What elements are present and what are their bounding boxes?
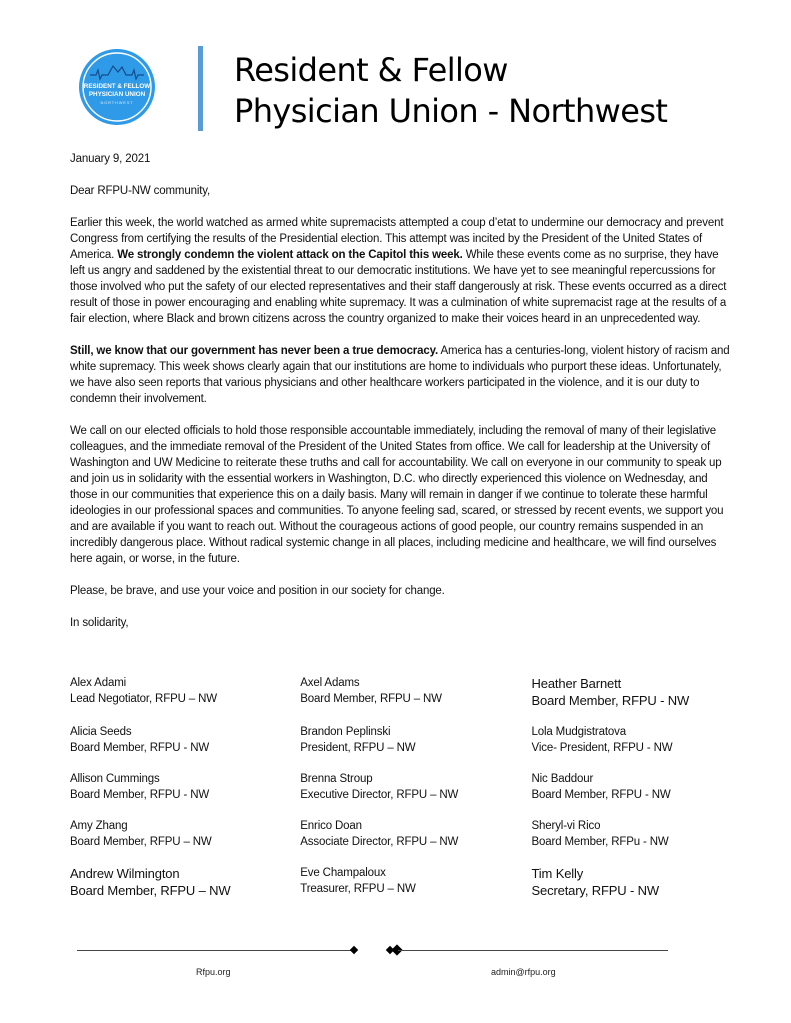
closing-line: Please, be brave, and use your voice and position in our society for change.	[70, 585, 445, 597]
letter-body	[70, 151, 730, 647]
heartbeat-mountain-icon	[78, 48, 156, 126]
signatory-title: Associate Director, RFPU – NW	[300, 836, 459, 848]
signatory	[300, 771, 531, 803]
signatory-title: Lead Negotiator, RFPU – NW	[70, 693, 217, 705]
signatory	[300, 865, 531, 899]
title-line-2: Physician Union - Northwest	[234, 92, 668, 130]
signatory-grid	[70, 675, 730, 914]
signatory-title: Board Member, RFPU – NW	[300, 693, 442, 705]
signatory-name: Alex Adami	[70, 677, 127, 689]
signatory-name: Andrew Wilmington	[70, 866, 180, 881]
signatory-title: Executive Director, RFPU – NW	[300, 789, 459, 801]
logo-text-line3: NORTHWEST	[100, 100, 134, 105]
logo-text-line2: PHYSICIAN UNION	[88, 91, 146, 98]
signatory	[532, 865, 731, 899]
signatory-title: Board Member, RFPU - NW	[531, 789, 671, 801]
signatory-name: Sheryl-vi Rico	[531, 820, 601, 832]
signatory-name: Enrico Doan	[300, 820, 362, 832]
signatory-row	[70, 818, 730, 850]
letter-salutation: Dear RFPU-NW community,	[70, 185, 211, 197]
signatory	[532, 818, 731, 850]
signatory-title: Treasurer, RFPU – NW	[300, 883, 416, 895]
paragraph-1-text-a: Earlier this week, the world watched as armed white supremacists attempted a coup d’etat to undermine our democracy and prevent Congress from certifying the results of the Presidential election. This attempt was incited by the President of the United States of America.	[70, 217, 724, 261]
signatory-name: Tim Kelly	[531, 866, 584, 881]
signatory-title: Board Member, RFPu - NW	[531, 836, 669, 848]
footer-email-link[interactable]: admin@rfpu.org	[491, 967, 556, 977]
footer-website-link[interactable]: Rfpu.org	[196, 967, 231, 977]
signatory	[70, 724, 300, 756]
signatory	[70, 675, 300, 709]
signatory-title: Board Member, RFPU – NW	[70, 883, 231, 898]
page-title	[234, 50, 667, 132]
signatory	[70, 771, 300, 803]
signatory-name: Brandon Peplinski	[300, 726, 391, 738]
signoff: In solidarity,	[70, 617, 129, 629]
signatory	[300, 724, 531, 756]
footer-divider-right	[398, 950, 668, 951]
signatory-title: Board Member, RFPU - NW	[70, 789, 210, 801]
diamond-ornament-icon	[350, 946, 358, 954]
paragraph-3: We call on our elected officials to hold those responsible accountable immediately, including the removal of many of their legislative colleagues, and the immediate removal of the President of the United States from office. We call for leadership at the University of Washington and UW Medicine to reiterate these truths and call for accountability. We call on everyone in our community to speak up and join us in solidarity with the essential workers in Washington, D.C. who directly experienced this violence on Wednesday, and those in our communities that experience this on a daily basis. Many will remain in danger if we continue to tolerate these harmful ideologies in our professional spaces and communities. To anyone feeling sad, scared, or stressed by recent events, we support you and are available if you want to reach out. Without the courageous actions of good people, our country remains suspended in an incredibly dangerous place. Without radical systemic change in all places, including medicine and healthcare, we will find ourselves here again, or worse, in the future.	[70, 425, 724, 565]
signatory-name: Nic Baddour	[531, 773, 594, 785]
signatory	[532, 675, 731, 709]
signatory	[532, 724, 731, 756]
header-accent-bar	[198, 46, 203, 131]
signatory-name: Axel Adams	[300, 677, 360, 689]
letter-date: January 9, 2021	[70, 153, 151, 165]
title-line-1: Resident & Fellow	[234, 51, 508, 89]
signatory-title: President, RFPU – NW	[300, 742, 416, 754]
signatory-name: Alicia Seeds	[70, 726, 132, 738]
signatory-name: Lola Mudgistratova	[531, 726, 626, 738]
paragraph-1-bold: We strongly condemn the violent attack on the Capitol this week.	[117, 249, 463, 261]
signatory-name: Eve Champaloux	[300, 867, 386, 879]
signatory-title: Board Member, RFPU - NW	[531, 693, 690, 708]
signatory-name: Heather Barnett	[531, 676, 622, 691]
signatory	[300, 818, 531, 850]
signatory	[300, 675, 531, 709]
paragraph-1-text-b: While these events come as no surprise, they have left us angry and saddened by the existential threat to our democratic institutions. We have yet to see meaningful repercussions for those involved who put the safety of our elected representatives and their staff dangerously at risk. These events occurred as a direct result of those in power encouraging and enabling white supremacy. It was a culmination of white supremacist rage at the results of a fair election, where Black and brown citizens across the country organized to make their voices heard in an unprecedented way.	[70, 249, 727, 325]
signatory-row	[70, 724, 730, 756]
signatory-name: Brenna Stroup	[300, 773, 373, 785]
paragraph-2-bold: Still, we know that our government has never been a true democracy.	[70, 345, 439, 357]
signatory-name: Allison Cummings	[70, 773, 160, 785]
signatory-title: Secretary, RFPU - NW	[531, 883, 659, 898]
paragraph-1	[70, 215, 730, 327]
signatory	[70, 865, 300, 899]
signatory-name: Amy Zhang	[70, 820, 128, 832]
footer-divider-left	[77, 950, 354, 951]
signatory	[70, 818, 300, 850]
signatory-row	[70, 675, 730, 709]
signatory-row	[70, 865, 730, 899]
paragraph-2	[70, 343, 730, 407]
union-logo	[78, 48, 156, 126]
logo-text-line1: RESIDENT & FELLOW	[83, 83, 151, 90]
signatory-title: Vice- President, RFPU - NW	[531, 742, 673, 754]
paragraph-2-text: America has a centuries-long, violent history of racism and white supremacy. This week shows clearly again that our institutions are home to individuals who purport these ideas. Unfortunately, we have also seen reports that various physicians and other healthcare workers participated in the violence, and it is our duty to condemn their involvement.	[70, 345, 730, 405]
signatory-row	[70, 771, 730, 803]
signatory	[532, 771, 731, 803]
signatory-title: Board Member, RFPU – NW	[70, 836, 212, 848]
signatory-title: Board Member, RFPU - NW	[70, 742, 210, 754]
